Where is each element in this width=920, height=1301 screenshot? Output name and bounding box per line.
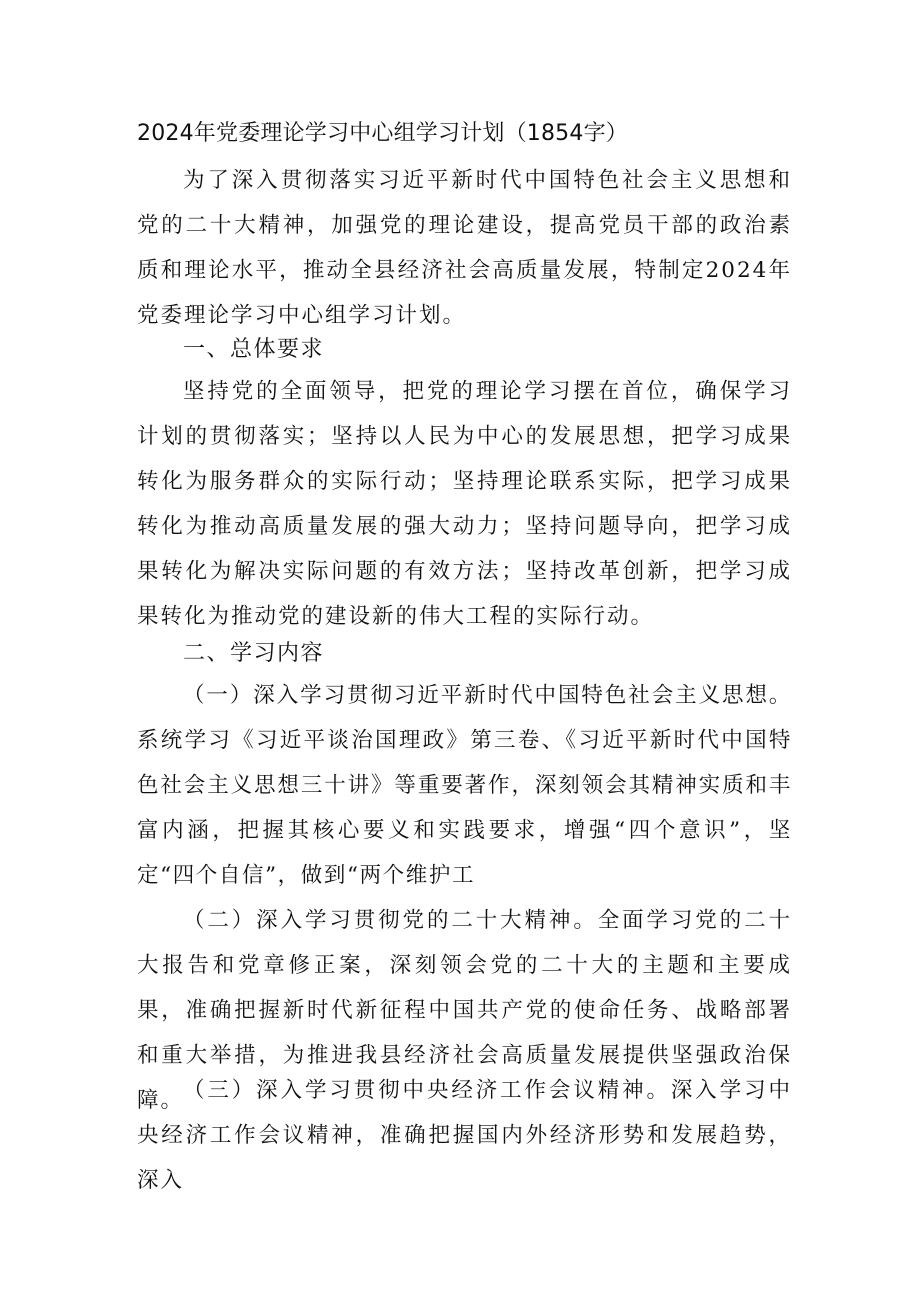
study-item-3-paragraph: （三）深入学习贯彻中央经济工作会议精神。深入学习中央经济工作会议精神，准确把握国内外经济形势和发展趋势，深入 <box>137 1078 792 1193</box>
section-paragraph-general-requirements: 坚持党的全面领导，把党的理论学习摆在首位，确保学习计划的贯彻落实；坚持以人民为中心的发展思想，把学习成果转化为服务群众的实际行动；坚持理论联系实际，把学习成果转化为推动高质量发展的强大动力；坚持问题导向，把学习成果转化为解决实际问题的有效方法；坚持改革创新，把学习成果转化为推动党的建设新的伟大工程的实际行动。 <box>137 379 792 629</box>
document-title: 2024年党委理论学习中心组学习计划（1854字） <box>137 121 628 146</box>
intro-paragraph: 为了深入贯彻落实习近平新时代中国特色社会主义思想和党的二十大精神，加强党的理论建设，提高党员干部的政治素质和理论水平，推动全县经济社会高质量发展，特制定2024年党委理论学习中心组学习计划。 <box>137 168 792 328</box>
study-item-2-paragraph: （二）深入学习贯彻党的二十大精神。全面学习党的二十大报告和党章修正案，深刻领会党的二十大的主题和主要成果，准确把握新时代新征程中国共产党的使命任务、战略部署和重大举措，为推进我县经济社会高质量发展提供坚强政治保障。 <box>137 908 792 1113</box>
section-heading-general-requirements: 一、总体要求 <box>183 337 325 362</box>
section-heading-study-content: 二、学习内容 <box>183 641 325 666</box>
study-item-1-paragraph: （一）深入学习贯彻习近平新时代中国特色社会主义思想。系统学习《习近平谈治国理政》第三卷、《习近平新时代中国特色社会主义思想三十讲》等重要著作，深刻领会其精神实质和丰富内涵，把握其核心要义和实践要求，增强“四个意识”，坚定“四个自信”，做到“两个维护工 <box>137 683 792 888</box>
